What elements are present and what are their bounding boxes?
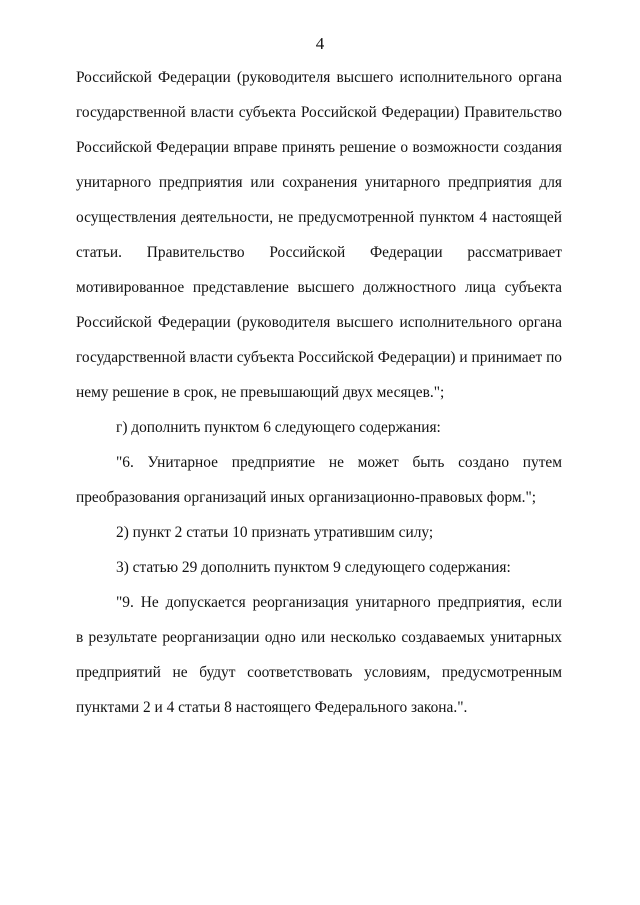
text-line: 3) статью 29 дополнить пунктом 9 следующего содержания:	[116, 559, 511, 576]
text-line: унитарного предприятия или сохранения унитарного предприятия для	[76, 174, 562, 191]
text-line: Российской Федерации вправе принять решение о возможности создания	[76, 139, 562, 156]
text-line: "9. Не допускается реорганизация унитарного предприятия, если	[116, 594, 562, 611]
text-line: "6. Унитарное предприятие не может быть создано путем	[116, 454, 562, 471]
text-line: 2) пункт 2 статьи 10 признать утратившим силу;	[116, 524, 434, 541]
text-line: предприятий не будут соответствовать условиям, предусмотренным	[76, 664, 562, 681]
text-line: нему решение в срок, не превышающий двух месяцев.";	[76, 384, 445, 401]
text-line: г) дополнить пунктом 6 следующего содержания:	[116, 419, 441, 436]
text-line: статьи. Правительство Российской Федерации рассматривает	[76, 244, 562, 261]
text-line: в результате реорганизации одно или несколько создаваемых унитарных	[76, 629, 562, 646]
text-line: государственной власти субъекта Российской Федерации) Правительство	[76, 104, 562, 121]
text-line: преобразования организаций иных организационно-правовых форм.";	[76, 489, 537, 506]
text-line: Российской Федерации (руководителя высшего исполнительного органа	[76, 69, 562, 86]
text-line: Российской Федерации (руководителя высшего исполнительного органа	[76, 314, 562, 331]
text-line: пунктами 2 и 4 статьи 8 настоящего Федерального закона.".	[76, 699, 468, 716]
text-line: осуществления деятельности, не предусмотренной пунктом 4 настоящей	[76, 209, 562, 226]
text-line: мотивированное представление высшего должностного лица субъекта	[76, 279, 562, 296]
text-line: государственной власти субъекта Российской Федерации) и принимает по	[76, 349, 562, 366]
page-number: 4	[315, 34, 325, 53]
